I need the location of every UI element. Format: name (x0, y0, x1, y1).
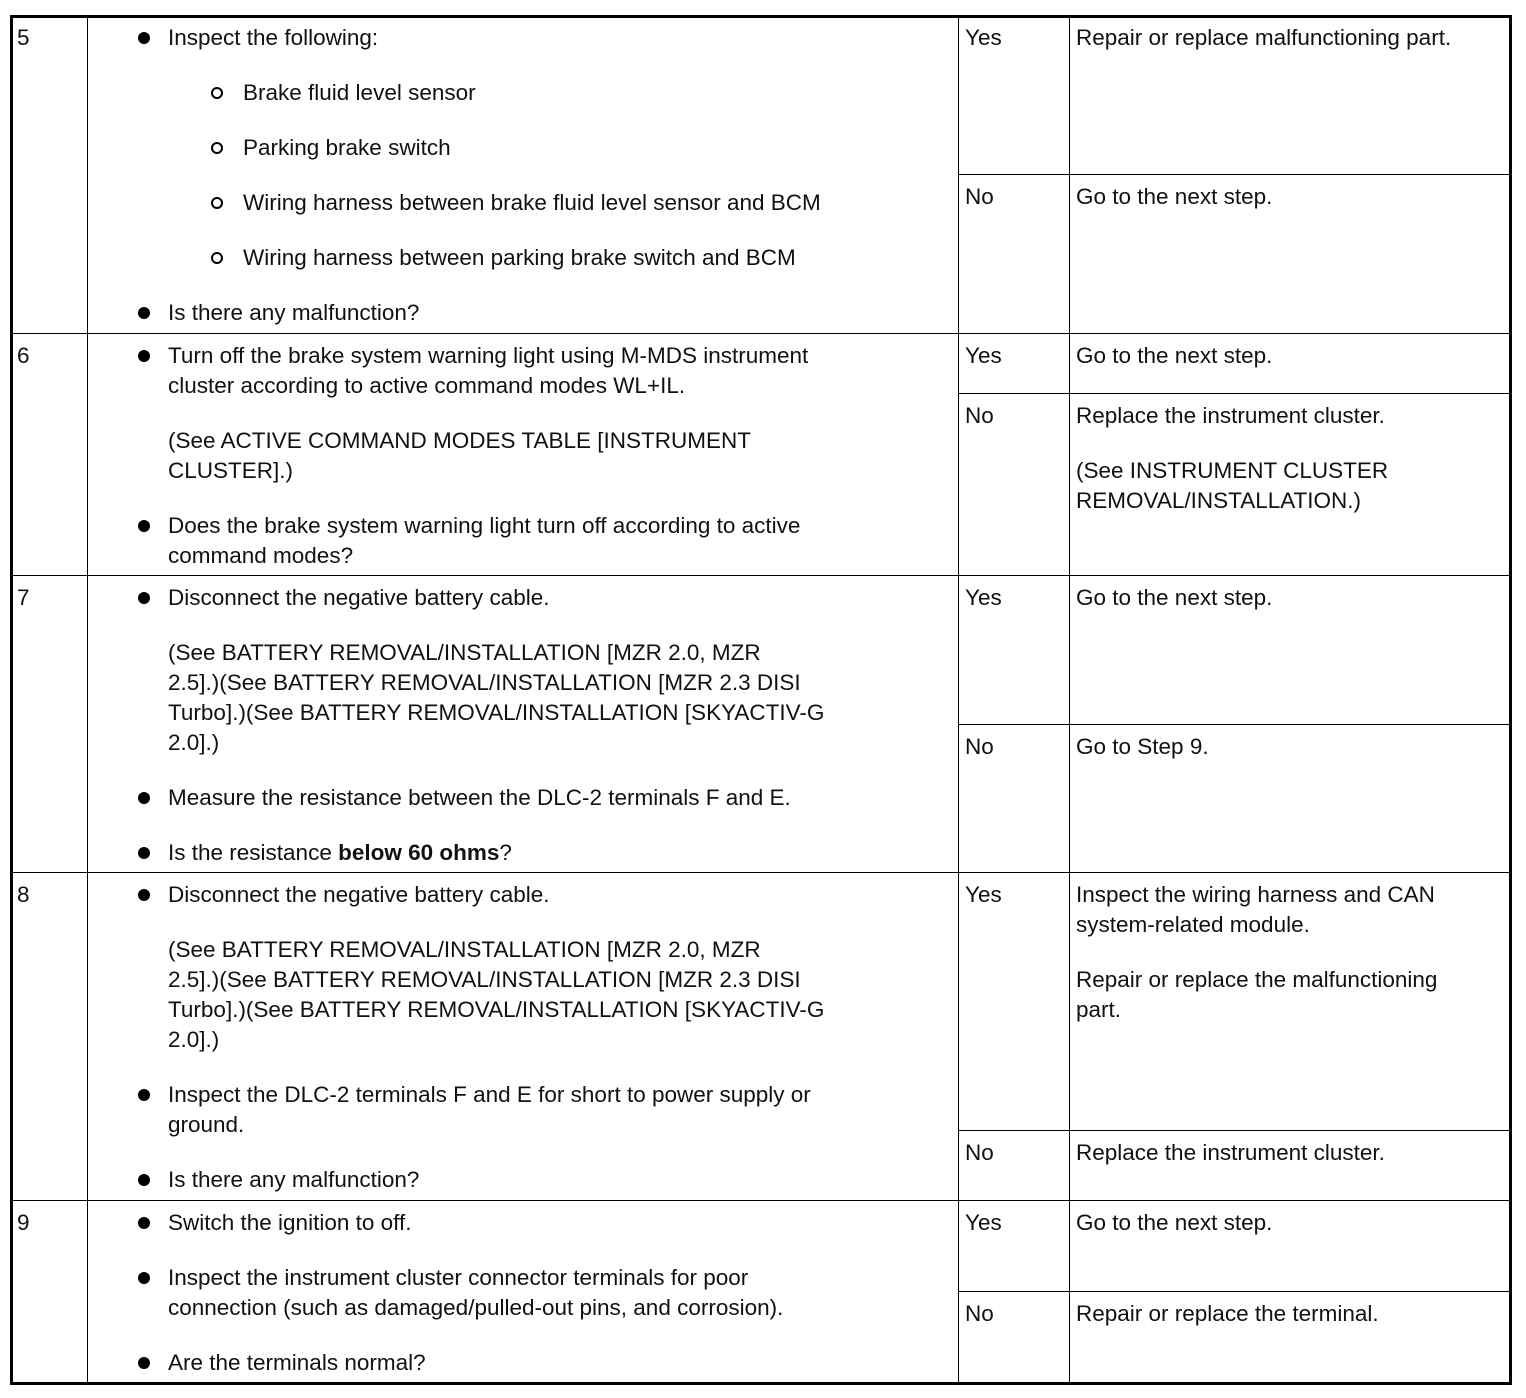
yes-action: Go to the next step. (1076, 585, 1273, 610)
step-instruction: Disconnect the negative battery cable. (168, 585, 550, 610)
yes-action: system-related module. (1076, 912, 1310, 937)
step-number: 7 (17, 585, 30, 610)
sub-item: Wiring harness between parking brake switch and BCM (243, 245, 796, 270)
step-instruction: Turn off the brake system warning light using M-MDS instrument (168, 343, 809, 368)
bullet-icon (138, 847, 150, 859)
row-divider (13, 1200, 1509, 1201)
reference-note: 2.5].)(See BATTERY REMOVAL/INSTALLATION [MZR 2.3 DISI (168, 967, 801, 992)
no-label: No (965, 403, 994, 428)
bullet-icon (138, 350, 150, 362)
no-action-note: (See INSTRUMENT CLUSTER (1076, 458, 1389, 483)
bullet-icon (138, 1174, 150, 1186)
no-action: Repair or replace the terminal. (1076, 1301, 1379, 1326)
yes-label: Yes (965, 25, 1002, 50)
no-action: Go to Step 9. (1076, 734, 1209, 759)
yes-no-divider (958, 393, 1509, 394)
bullet-icon (138, 1089, 150, 1101)
yes-action: Repair or replace malfunctioning part. (1076, 25, 1452, 50)
yes-label: Yes (965, 1210, 1002, 1235)
step-instruction: ground. (168, 1112, 245, 1137)
step-question (168, 838, 512, 868)
column-divider (1069, 18, 1070, 1382)
yes-action: Repair or replace the malfunctioning (1076, 967, 1438, 992)
yes-action: Inspect the wiring harness and CAN (1076, 882, 1435, 907)
reference-note: 2.0].) (168, 1027, 220, 1052)
no-action: Replace the instrument cluster. (1076, 403, 1385, 428)
yes-no-divider (958, 1130, 1509, 1131)
sub-item: Parking brake switch (243, 135, 451, 160)
reference-note: (See BATTERY REMOVAL/INSTALLATION [MZR 2.0, MZR (168, 640, 761, 665)
step-question: Is there any malfunction? (168, 1167, 420, 1192)
step-instruction: connection (such as damaged/pulled-out pins, and corrosion). (168, 1295, 784, 1320)
step-instruction: cluster according to active command modes WL+IL. (168, 373, 686, 398)
no-label: No (965, 184, 994, 209)
row-divider (13, 333, 1509, 334)
reference-note: CLUSTER].) (168, 458, 294, 483)
reference-note: Turbo].)(See BATTERY REMOVAL/INSTALLATION [SKYACTIV-G (168, 997, 825, 1022)
reference-note: 2.5].)(See BATTERY REMOVAL/INSTALLATION [MZR 2.3 DISI (168, 670, 801, 695)
reference-note: (See ACTIVE COMMAND MODES TABLE [INSTRUMENT (168, 428, 752, 453)
step-question: Is there any malfunction? (168, 300, 420, 325)
step-question: Does the brake system warning light turn off according to active (168, 513, 801, 538)
bullet-icon (138, 792, 150, 804)
yes-action: part. (1076, 997, 1122, 1022)
reference-note: 2.0].) (168, 730, 220, 755)
bullet-icon (138, 1217, 150, 1229)
yes-label: Yes (965, 343, 1002, 368)
yes-action: Go to the next step. (1076, 1210, 1273, 1235)
row-divider (13, 872, 1509, 873)
yes-label: Yes (965, 585, 1002, 610)
yes-no-divider (958, 1291, 1509, 1292)
circle-bullet-icon (211, 87, 223, 99)
circle-bullet-icon (211, 252, 223, 264)
no-label: No (965, 1301, 994, 1326)
column-divider (87, 18, 88, 1382)
yes-no-divider (958, 174, 1509, 175)
question-mark: ? (499, 840, 512, 865)
step-number: 6 (17, 343, 30, 368)
no-action: Replace the instrument cluster. (1076, 1140, 1385, 1165)
step-instruction: Inspect the following: (168, 25, 379, 50)
no-action: Go to the next step. (1076, 184, 1273, 209)
bullet-icon (138, 1357, 150, 1369)
column-divider (958, 18, 959, 1382)
step-question: Are the terminals normal? (168, 1350, 426, 1375)
step-instruction: Inspect the instrument cluster connector terminals for poor (168, 1265, 749, 1290)
step-instruction: Disconnect the negative battery cable. (168, 882, 550, 907)
question-text: Is the resistance (168, 840, 339, 865)
step-instruction: Switch the ignition to off. (168, 1210, 412, 1235)
reference-note: Turbo].)(See BATTERY REMOVAL/INSTALLATION [SKYACTIV-G (168, 700, 825, 725)
bullet-icon (138, 592, 150, 604)
no-action-note: REMOVAL/INSTALLATION.) (1076, 488, 1362, 513)
yes-label: Yes (965, 882, 1002, 907)
bullet-icon (138, 520, 150, 532)
sub-item: Brake fluid level sensor (243, 80, 476, 105)
row-divider (13, 575, 1509, 576)
bullet-icon (138, 307, 150, 319)
no-label: No (965, 734, 994, 759)
step-number: 9 (17, 1210, 30, 1235)
no-label: No (965, 1140, 994, 1165)
step-question: command modes? (168, 543, 354, 568)
circle-bullet-icon (211, 197, 223, 209)
yes-action: Go to the next step. (1076, 343, 1273, 368)
bullet-icon (138, 32, 150, 44)
bullet-icon (138, 1272, 150, 1284)
circle-bullet-icon (211, 142, 223, 154)
step-number: 5 (17, 25, 30, 50)
threshold-value: below 60 ohms (338, 840, 500, 865)
step-number: 8 (17, 882, 30, 907)
yes-no-divider (958, 724, 1509, 725)
step-instruction: Inspect the DLC-2 terminals F and E for short to power supply or (168, 1082, 811, 1107)
sub-item: Wiring harness between brake fluid level sensor and BCM (243, 190, 821, 215)
reference-note: (See BATTERY REMOVAL/INSTALLATION [MZR 2.0, MZR (168, 937, 761, 962)
bullet-icon (138, 889, 150, 901)
step-instruction: Measure the resistance between the DLC-2 terminals F and E. (168, 785, 791, 810)
